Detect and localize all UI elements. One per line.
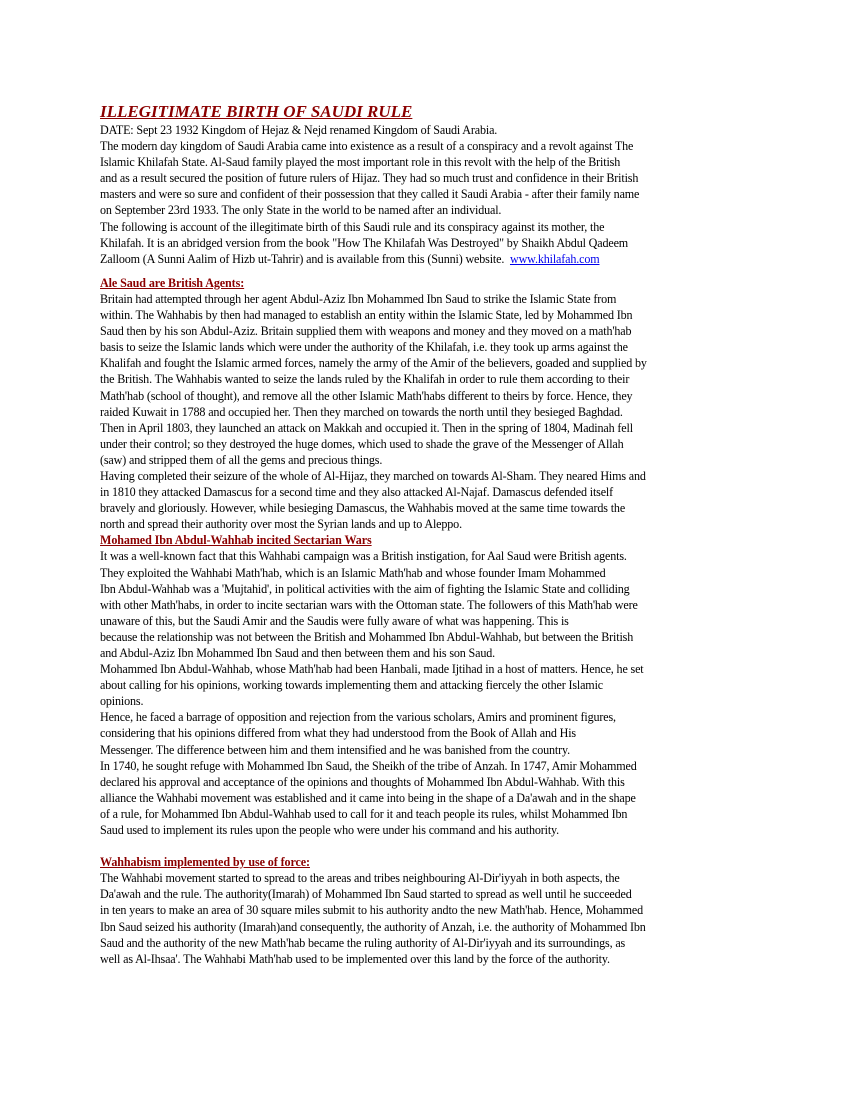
paragraph-line: with other Math'habs, in order to incite sectarian wars with the Ottoman state. The followers of this Math'hab were	[100, 597, 638, 612]
section-body	[100, 870, 752, 967]
paragraph-line: Having completed their seizure of the whole of Al-Hijaz, they marched on towards Al-Sham. They neared Hims and	[100, 468, 646, 483]
intro-line: DATE: Sept 23 1932 Kingdom of Hejaz & Nejd renamed Kingdom of Saudi Arabia.	[100, 123, 498, 137]
intro-paragraph	[100, 122, 752, 267]
section-heading: Mohamed Ibn Abdul-Wahhab incited Sectarian Wars	[100, 533, 372, 548]
paragraph-line: Then in April 1803, they launched an attack on Makkah and occupied it. Then in the spring of 1804, Madinah fell	[100, 420, 633, 435]
intro-last-text: Zalloom (A Sunni Aalim of Hizb ut-Tahrir) and is available from this (Sunni) website.	[100, 251, 505, 266]
paragraph-line: Da'awah and the rule. The authority(Imarah) of Mohammed Ibn Saud started to spread as well until he succeeded	[100, 887, 632, 902]
section-body	[100, 291, 752, 532]
paragraph-line: They exploited the Wahhabi Math'hab, which is an Islamic Math'hab and whose founder Imam Mohammed	[100, 565, 606, 580]
section-wahhabism-force	[100, 854, 752, 967]
paragraph-line: Hence, he faced a barrage of opposition and rejection from the various scholars, Amirs and prominent figures,	[100, 710, 616, 725]
intro-line: Khilafah. It is an abridged version from the book "How The Khilafah Was Destroyed" by Shaikh Abdul Qadeem	[100, 235, 629, 250]
paragraph-line: Saud and the authority of the new Math'hab became the ruling authority of Al-Dir'iyyah and its surroundings, as	[100, 935, 626, 950]
paragraph-line: well as Al-Ihsaa'. The Wahhabi Math'hab used to be implemented over this land by the force of the authority.	[100, 951, 610, 966]
paragraph-line: alliance the Wahhabi movement was established and it came into being in the shape of a Da'awah and in the shape	[100, 790, 636, 805]
paragraph-line: Britain had attempted through her agent Abdul-Aziz Ibn Mohammed Ibn Saud to strike the Islamic State from	[100, 291, 617, 306]
paragraph-line: about calling for his opinions, working towards implementing them and attacking fiercely the other Islamic	[100, 678, 603, 693]
paragraph-line: opinions.	[100, 694, 144, 709]
paragraph-line: In 1740, he sought refuge with Mohammed Ibn Saud, the Sheikh of the tribe of Anzah. In 1747, Amir Mohammed	[100, 758, 637, 773]
paragraph-line: bravely and gloriously. However, while besieging Damascus, the Wahhabis moved at the same time towards the	[100, 501, 626, 516]
page-title: ILLEGITIMATE BIRTH OF SAUDI RULE	[100, 102, 413, 121]
paragraph-line: and Abdul-Aziz Ibn Mohammed Ibn Saud and then between them and his son Saud.	[100, 646, 496, 660]
intro-line: The modern day kingdom of Saudi Arabia came into existence as a result of a conspiracy and a revolt against The	[100, 139, 634, 154]
website-link[interactable]: www.khilafah.com	[509, 251, 600, 266]
section-heading: Ale Saud are British Agents:	[100, 275, 245, 290]
document-page	[100, 102, 752, 967]
paragraph-line: It was a well-known fact that this Wahhabi campaign was a British instigation, for Aal Saud were British agents.	[100, 549, 627, 564]
paragraph-line: basis to seize the Islamic lands which were under the authority of the Khilafah, i.e. they took up arms against the	[100, 340, 628, 355]
paragraph-line: considering that his opinions differed from what they had understood from the Book of Allah and His	[100, 726, 576, 741]
intro-line: on September 23rd 1933. The only State in the world to be named after an individual.	[100, 203, 502, 218]
paragraph-line: The Wahhabi movement started to spread to the areas and tribes neighbouring Al-Dir'iyyah in both aspects, the	[100, 871, 620, 886]
paragraph-line: Ibn Saud seized his authority (Imarah)and consequently, the authority of Anzah, i.e. the authority of Mohammed Ibn	[100, 919, 646, 934]
paragraph-line: in 1810 they attacked Damascus for a second time and they also attacked Al-Najaf. Damascus defended itself	[100, 485, 614, 500]
paragraph-line: Ibn Abdul-Wahhab was a 'Mujtahid', in political activities with the aim of fighting the Islamic State and colliding	[100, 581, 630, 596]
paragraph-line: in ten years to make an area of 30 square miles submit to his authority andto the new Math'hab. Hence, Mohammed	[100, 903, 644, 918]
paragraph-line: Saud used to implement its rules upon the people who were under his command and his authority.	[100, 823, 560, 838]
section-heading: Wahhabism implemented by use of force:	[100, 855, 310, 870]
section-british-agents	[100, 275, 752, 533]
paragraph-line: Khalifah and fought the Islamic armed forces, namely the army of the Amir of the believers, goaded and supplied by	[100, 356, 647, 371]
intro-line: Islamic Khilafah State. Al-Saud family played the most important role in this revolt with the help of the British	[100, 155, 621, 170]
paragraph-line: declared his approval and acceptance of the opinions and thoughts of Mohammed Ibn Abdul-Wahhab. With this	[100, 774, 625, 789]
intro-line	[100, 251, 752, 267]
section-sectarian-wars	[100, 532, 752, 838]
intro-line: and as a result secured the position of future rulers of Hijaz. They had so much trust and confidence in their British	[100, 171, 639, 186]
paragraph-line: Mohammed Ibn Abdul-Wahhab, whose Math'hab had been Hanbali, made Ijtihad in a host of matters. Hence, he set	[100, 662, 644, 677]
paragraph-line: Messenger. The difference between him and them intensified and he was banished from the country.	[100, 742, 570, 757]
paragraph-line: north and spread their authority over most the Syrian lands and up to Aleppo.	[100, 517, 462, 532]
paragraph-line: Saud then by his son Abdul-Aziz. Britain supplied them with weapons and money and they moved on a math'hab	[100, 324, 632, 339]
paragraph-line: of a rule, for Mohammed Ibn Abdul-Wahhab used to call for it and teach people its rules, whilst Mohammed Ibn	[100, 806, 628, 821]
paragraph-line: the British. The Wahhabis wanted to seize the lands ruled by the Khalifah in order to rule them according to their	[100, 372, 630, 387]
paragraph-line: within. The Wahhabis by then had managed to establish an entity within the Islamic State, led by Mohammed Ibn	[100, 308, 633, 323]
paragraph-line: under their control; so they destroyed the huge domes, which used to shade the grave of the Messenger of Allah	[100, 436, 624, 451]
paragraph-line: Math'hab (school of thought), and remove all the other Islamic Math'habs different to theirs by force. Hence, they	[100, 388, 633, 403]
intro-line: masters and were so sure and confident of their possession that they called it Saudi Arabia - after their family name	[100, 187, 640, 202]
paragraph-line: (saw) and stripped them of all the gems and precious things.	[100, 452, 383, 467]
intro-line: The following is account of the illegitimate birth of this Saudi rule and its conspiracy against its mother, the	[100, 219, 605, 234]
paragraph-line: because the relationship was not between the British and Mohammed Ibn Abdul-Wahhab, but between the British	[100, 629, 634, 644]
section-body	[100, 548, 752, 838]
paragraph-line: raided Kuwait in 1788 and occupied her. Then they marched on towards the north until they besieged Baghdad.	[100, 404, 623, 419]
paragraph-line: unaware of this, but the Saudi Amir and the Saudis were fully aware of what was happening. This is	[100, 613, 569, 628]
